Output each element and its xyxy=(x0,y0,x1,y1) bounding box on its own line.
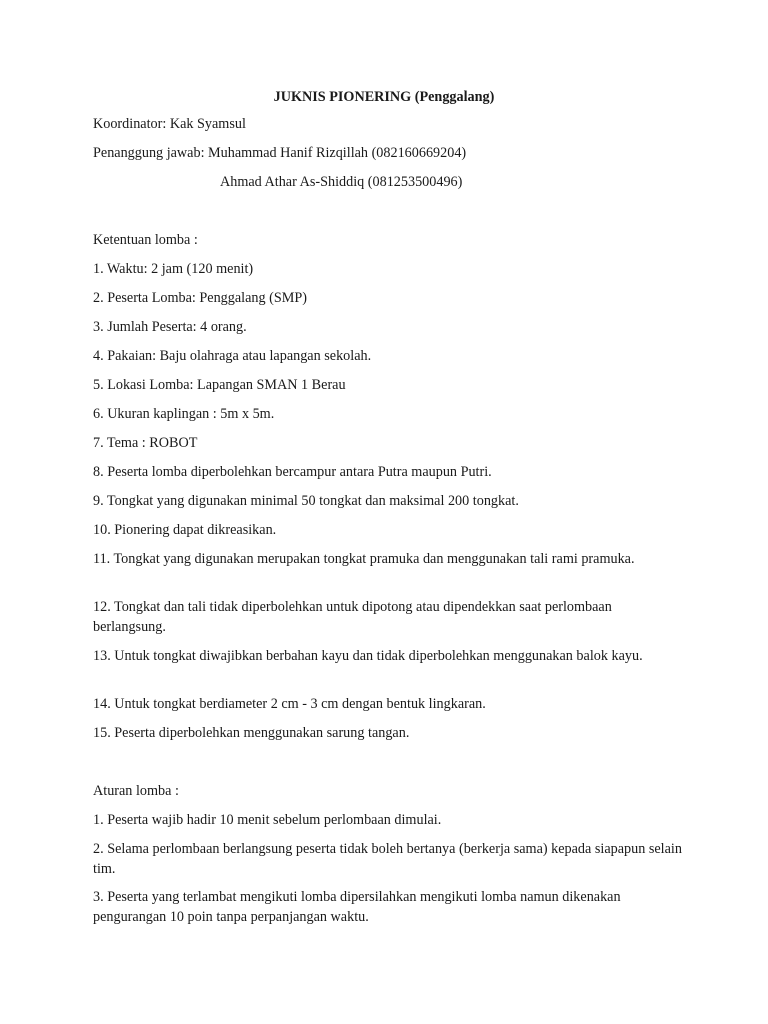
penanggung-jawab-second-line: Ahmad Athar As-Shiddiq (081253500496) xyxy=(220,174,463,190)
ketentuan-item: 4. Pakaian: Baju olahraga atau lapangan sekolah. xyxy=(93,348,372,364)
document-title: JUKNIS PIONERING (Penggalang) xyxy=(273,89,495,105)
ketentuan-item: 6. Ukuran kaplingan : 5m x 5m. xyxy=(93,406,275,422)
ketentuan-item: 1. Waktu: 2 jam (120 menit) xyxy=(93,261,254,277)
aturan-heading: Aturan lomba : xyxy=(93,783,179,799)
koordinator-line: Koordinator: Kak Syamsul xyxy=(93,116,246,132)
ketentuan-item: 11. Tongkat yang digunakan merupakan tongkat pramuka dan menggunakan tali rami pramuka. xyxy=(93,551,635,567)
ketentuan-item: 12. Tongkat dan tali tidak diperbolehkan untuk dipotong atau dipendekkan saat perlombaan berlangsung. xyxy=(93,599,612,635)
ketentuan-item: 3. Jumlah Peserta: 4 orang. xyxy=(93,319,247,335)
ketentuan-item: 10. Pionering dapat dikreasikan. xyxy=(93,522,277,538)
ketentuan-heading: Ketentuan lomba : xyxy=(93,232,198,248)
ketentuan-item: 14. Untuk tongkat berdiameter 2 cm - 3 cm dengan bentuk lingkaran. xyxy=(93,696,486,712)
aturan-item: 3. Peserta yang terlambat mengikuti lomba dipersilahkan mengikuti lomba namun dikenakan pengurangan 10 poin tanpa perpanjangan waktu. xyxy=(93,889,621,925)
ketentuan-item: 7. Tema : ROBOT xyxy=(93,435,198,451)
penanggung-jawab-line: Penanggung jawab: Muhammad Hanif Rizqillah (082160669204) xyxy=(93,145,467,161)
ketentuan-item: 15. Peserta diperbolehkan menggunakan sarung tangan. xyxy=(93,725,410,741)
ketentuan-item: 9. Tongkat yang digunakan minimal 50 tongkat dan maksimal 200 tongkat. xyxy=(93,493,519,509)
ketentuan-item: 2. Peserta Lomba: Penggalang (SMP) xyxy=(93,290,307,306)
ketentuan-item: 8. Peserta lomba diperbolehkan bercampur antara Putra maupun Putri. xyxy=(93,464,492,480)
aturan-item: 2. Selama perlombaan berlangsung peserta tidak boleh bertanya (berkerja sama) kepada siapapun selain tim. xyxy=(93,841,682,877)
ketentuan-item: 5. Lokasi Lomba: Lapangan SMAN 1 Berau xyxy=(93,377,346,393)
aturan-item: 1. Peserta wajib hadir 10 menit sebelum perlombaan dimulai. xyxy=(93,812,442,828)
ketentuan-item: 13. Untuk tongkat diwajibkan berbahan kayu dan tidak diperbolehkan menggunakan balok kayu. xyxy=(93,648,643,664)
